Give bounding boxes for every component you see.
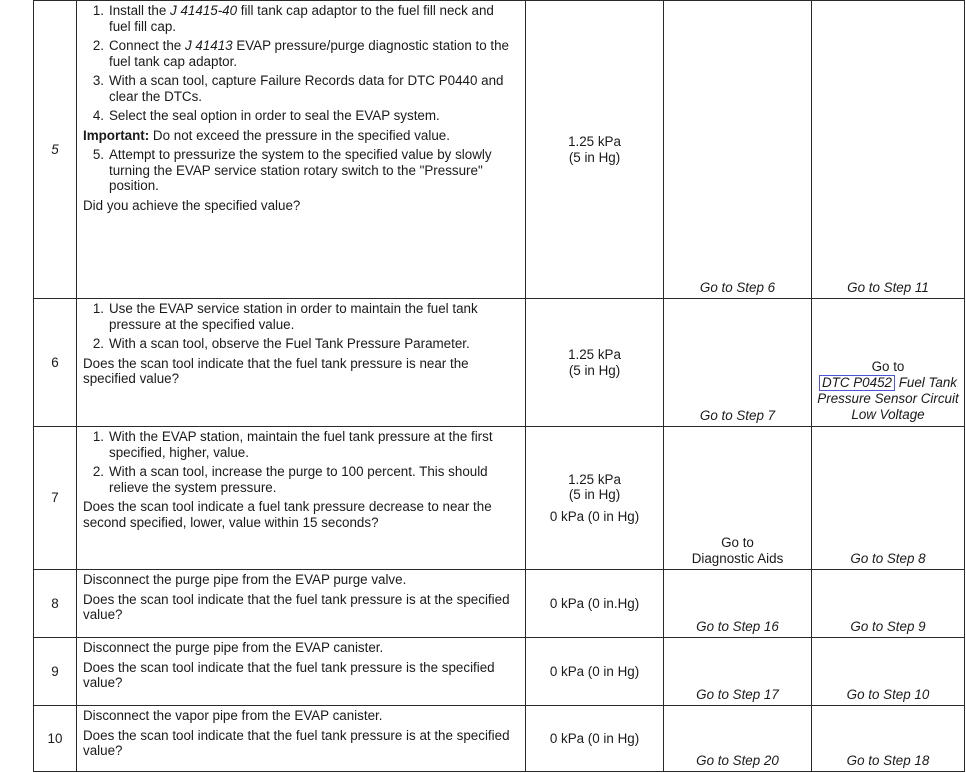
action-cell: [77, 638, 526, 706]
question: Does the scan tool indicate that the fuel tank pressure is the specified value?: [83, 659, 495, 690]
yes-action: Go to Step 7: [664, 299, 812, 427]
yes-action: Go to Diagnostic Aids: [664, 427, 812, 570]
question: Does the scan tool indicate a fuel tank pressure decrease to near the second specified, lower, value within 15 seconds?: [83, 499, 492, 530]
value-cell: 1.25 kPa (5 in Hg) 0 kPa (0 in Hg): [526, 427, 664, 570]
no-action: Go to DTC P0452 Fuel Tank Pressure Sensor Circuit Low Voltage: [812, 299, 965, 427]
table-row-step-6: [34, 299, 965, 427]
question: Does the scan tool indicate that the fuel tank pressure is at the specified value?: [83, 727, 510, 758]
list-item: 2. With a scan tool, increase the purge to 100 percent. This should relieve the system pressure.: [92, 464, 488, 495]
no-action: Go to Step 10: [812, 638, 965, 706]
action-cell: [77, 570, 526, 638]
value-cell: 0 kPa (0 in Hg): [526, 638, 664, 706]
list-item: 2. Connect the J 41413 EVAP pressure/purge diagnostic station to the fuel tank cap adaptor.: [92, 38, 510, 69]
tool-reference: J 41413: [184, 38, 233, 53]
table-row-step-8: [34, 570, 965, 638]
list-item: 1. Install the J 41415-40 fill tank cap adaptor to the fuel fill neck and fuel fill cap.: [92, 3, 494, 34]
no-action: Go to Step 9: [812, 570, 965, 638]
no-action: Go to Step 8: [812, 427, 965, 570]
table-row-step-7: [34, 427, 965, 570]
important-note: Important: Do not exceed the pressure in the specified value.: [83, 127, 450, 143]
list-item: 3. With a scan tool, capture Failure Records data for DTC P0440 and clear the DTCs.: [92, 73, 504, 104]
question: Did you achieve the specified value?: [83, 197, 301, 213]
table-row-step-9: [34, 638, 965, 706]
list-item: 1. Use the EVAP service station in order to maintain the fuel tank pressure at the specified value.: [92, 301, 478, 332]
action-cell: [77, 706, 526, 772]
diagnostic-table: [33, 0, 965, 772]
action-cell: [77, 427, 526, 570]
yes-action: Go to Step 20: [664, 706, 812, 772]
action-cell: [77, 1, 526, 299]
list-item: 5. Attempt to pressurize the system to the specified value by slowly turning the EVAP service station rotary switch to the "Pressure" position.: [92, 147, 492, 193]
instruction: Disconnect the vapor pipe from the EVAP canister.: [83, 708, 383, 723]
table-row-step-5: [34, 1, 965, 299]
list-item: 4. Select the seal option in order to seal the EVAP system.: [92, 108, 440, 123]
step-number: 6: [34, 299, 77, 427]
step-number: 10: [34, 706, 77, 772]
question: Does the scan tool indicate that the fuel tank pressure is at the specified value?: [83, 591, 510, 622]
value-cell: 0 kPa (0 in.Hg): [526, 570, 664, 638]
dtc-link[interactable]: DTC P0452: [819, 375, 895, 391]
yes-action: Go to Step 16: [664, 570, 812, 638]
action-cell: [77, 299, 526, 427]
no-action: Go to Step 18: [812, 706, 965, 772]
step-number: 7: [34, 427, 77, 570]
value-cell: 1.25 kPa (5 in Hg): [526, 1, 664, 299]
yes-action: Go to Step 17: [664, 638, 812, 706]
no-action: Go to Step 11: [812, 1, 965, 299]
step-number: 5: [34, 1, 77, 299]
instruction: Disconnect the purge pipe from the EVAP purge valve.: [83, 572, 407, 587]
step-number: 9: [34, 638, 77, 706]
value-cell: 0 kPa (0 in Hg): [526, 706, 664, 772]
table-row-step-10: [34, 706, 965, 772]
list-item: 2. With a scan tool, observe the Fuel Tank Pressure Parameter.: [92, 336, 470, 351]
instruction: Disconnect the purge pipe from the EVAP canister.: [83, 640, 384, 655]
tool-reference: J 41415-40: [170, 3, 238, 18]
step-number: 8: [34, 570, 77, 638]
value-cell: 1.25 kPa (5 in Hg): [526, 299, 664, 427]
question: Does the scan tool indicate that the fuel tank pressure is near the specified value?: [83, 355, 469, 386]
yes-action: Go to Step 6: [664, 1, 812, 299]
list-item: 1. With the EVAP station, maintain the fuel tank pressure at the first specified, higher, value.: [92, 429, 493, 460]
